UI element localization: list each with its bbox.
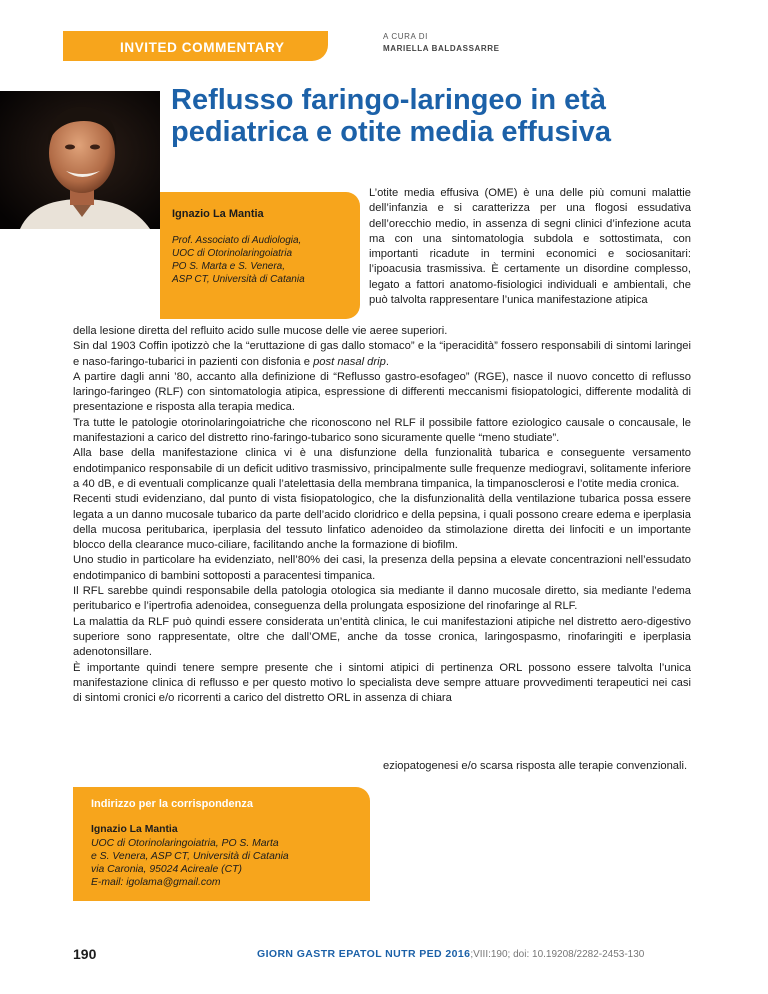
correspondence-heading: Indirizzo per la corrispondenza <box>91 798 253 810</box>
title-line-2: pediatrica e otite media effusiva <box>171 116 611 148</box>
curator-label: A CURA DI <box>383 32 428 41</box>
paragraph: Recenti studi evidenziano, dal punto di vista fisiopatologico, che la disfunzionalità della ventilazione tubarica possa essere legata a un danno mucosale tubarico da parte dell’acido cloridrico e della pepsina, i quali possono creare edema e iperplasia della mucosa peritubarica, iperplasia del tessuto linfatico adenoideo da stimolazione diretta dei linfociti e un importante blocco della clearance muco-ciliare, facilitando anche la formazione di biofilm. <box>73 493 691 552</box>
paragraph: Tra tutte le patologie otorinolaringoiatriche che riconoscono nel RLF il possibile fattore eziologico causale o concausale, le manifestazioni a carico del distretto rino-faringo-tubarico sono sicuramente quelle “meno studiate”. <box>73 416 691 445</box>
paragraph: A partire dagli anni ’80, accanto alla definizione di “Reflusso gastro-esofageo” (RGE), nasce il nuovo concetto di reflusso laringo-faringeo (RLF) con sintomatologia atipica, espressione di differenti meccanismi fisiopatologici, differente modalità di presentazione e risposta alla terapia medica. <box>73 370 691 414</box>
author-photo <box>0 91 160 229</box>
correspondence-name: Ignazio La Mantia <box>91 824 178 835</box>
closing-paragraph: eziopatogenesi e/o scarsa risposta alle terapie convenzionali. <box>383 760 688 772</box>
author-affiliation-line: PO S. Marta e S. Venera, <box>172 261 286 272</box>
paragraph: Uno studio in particolare ha evidenziato, nell’80% dei casi, la presenza della pepsina a elevate concentrazioni nell’essudato endotimpanico di bambini sottoposti a paracentesi timpanica. <box>73 554 691 582</box>
curator-block <box>383 31 500 55</box>
author-affiliation <box>172 234 357 286</box>
author-name: Ignazio La Mantia <box>172 208 264 220</box>
paragraph: La malattia da RLF può quindi essere considerata un’entità clinica, le cui manifestazioni atipiche nel distretto aero-digestivo superiore sono rappresentate, oltre che dall’OME, anche da tosse cronica, laringospasmo, rinofaringiti e iperplasia adenotonsillare. <box>73 615 691 659</box>
emphasis-text: post nasal drip <box>313 355 386 368</box>
paragraph: Alla base della manifestazione clinica vi è una disfunzione della funzionalità tubarica e conseguente versamento endotimpanico responsabile di un deficit uditivo trasmissivo, principalmente sulle frequenze mediogravi, solitamente inferiore a 40 dB, e di eventuali complicanze quali l’atelettasia della membrana timpanica, la timpanosclerosi e l’otite media cronica. <box>73 447 691 490</box>
paragraph: della lesione diretta del refluito acido sulle mucose delle vie aeree superiori. <box>73 325 448 337</box>
paragraph: Il RFL sarebbe quindi responsabile della patologia otologica sia mediante il danno mucosale diretto, sia mediante l’edema peritubarico e l’ipertrofia adenoidea, conseguenza della prolungata esposizione del rinofaringe al RLF. <box>73 585 691 613</box>
journal-name: GIORN GASTR EPATOL NUTR PED 2016 <box>257 948 471 960</box>
paragraph-text: Sin dal 1903 Coffin ipotizzò che la “eruttazione di gas dallo stomaco” e la “iperacidità” fossero responsabili di sintomi laringei e naso-faringo-tubarici in pazienti con disfonia e <box>73 340 691 368</box>
footer-citation <box>257 948 644 960</box>
section-tab <box>63 31 328 61</box>
main-text <box>73 324 691 706</box>
correspondence-address <box>91 837 361 889</box>
correspondence-email[interactable]: E-mail: igolama@gmail.com <box>91 877 221 888</box>
section-label: INVITED COMMENTARY <box>120 40 285 55</box>
title-line-1: Reflusso faringo-laringeo in età <box>171 84 607 116</box>
author-box <box>160 192 360 319</box>
correspondence-line: UOC di Otorinolaringoiatria, PO S. Marta <box>91 838 279 849</box>
paragraph-text: . <box>385 355 389 368</box>
author-affiliation-line: ASP CT, Università di Catania <box>172 274 305 285</box>
author-affiliation-line: Prof. Associato di Audiologia, <box>172 235 302 246</box>
page-number: 190 <box>73 946 97 962</box>
correspondence-box <box>73 787 370 901</box>
paragraph: È importante quindi tenere sempre presente che i sintomi atipici di pertinenza ORL possono essere talvolta l’unica manifestazione clinica di reflusso e per questo motivo lo specialista deve sempre attuare provvedimenti terapeutici nei casi di sintomi cronici e/o ricorrenti a carico del distretto ORL in assenza di chiara <box>73 661 691 705</box>
intro-paragraph: L’otite media effusiva (OME) è una delle più comuni malattie dell’infanzia e si caratterizza per una flogosi essudativa dell’orecchio medio, in assenza di segni clinici d’infezione acuta ma con una sintomatologia subdola e sottostimata, con importanti ricadute in termini economici e sociosanitari: l’ipoacusia trasmissiva. È certamente un disordine complesso, legato a fattori anatomo-fisiologici individuali e ambientali, che può talvolta rappresentare l’unica manifestazione atipica <box>369 187 691 307</box>
curator-name: MARIELLA BALDASSARRE <box>383 44 500 53</box>
paragraph <box>73 339 691 370</box>
doi-citation: ;VIII:190; doi: 10.19208/2282-2453-130 <box>470 949 645 960</box>
correspondence-line: e S. Venera, ASP CT, Università di Catania <box>91 851 289 862</box>
correspondence-line: via Caronia, 95024 Acireale (CT) <box>91 864 242 875</box>
author-affiliation-line: UOC di Otorinolaringoiatria <box>172 248 293 259</box>
article-title <box>171 84 731 148</box>
